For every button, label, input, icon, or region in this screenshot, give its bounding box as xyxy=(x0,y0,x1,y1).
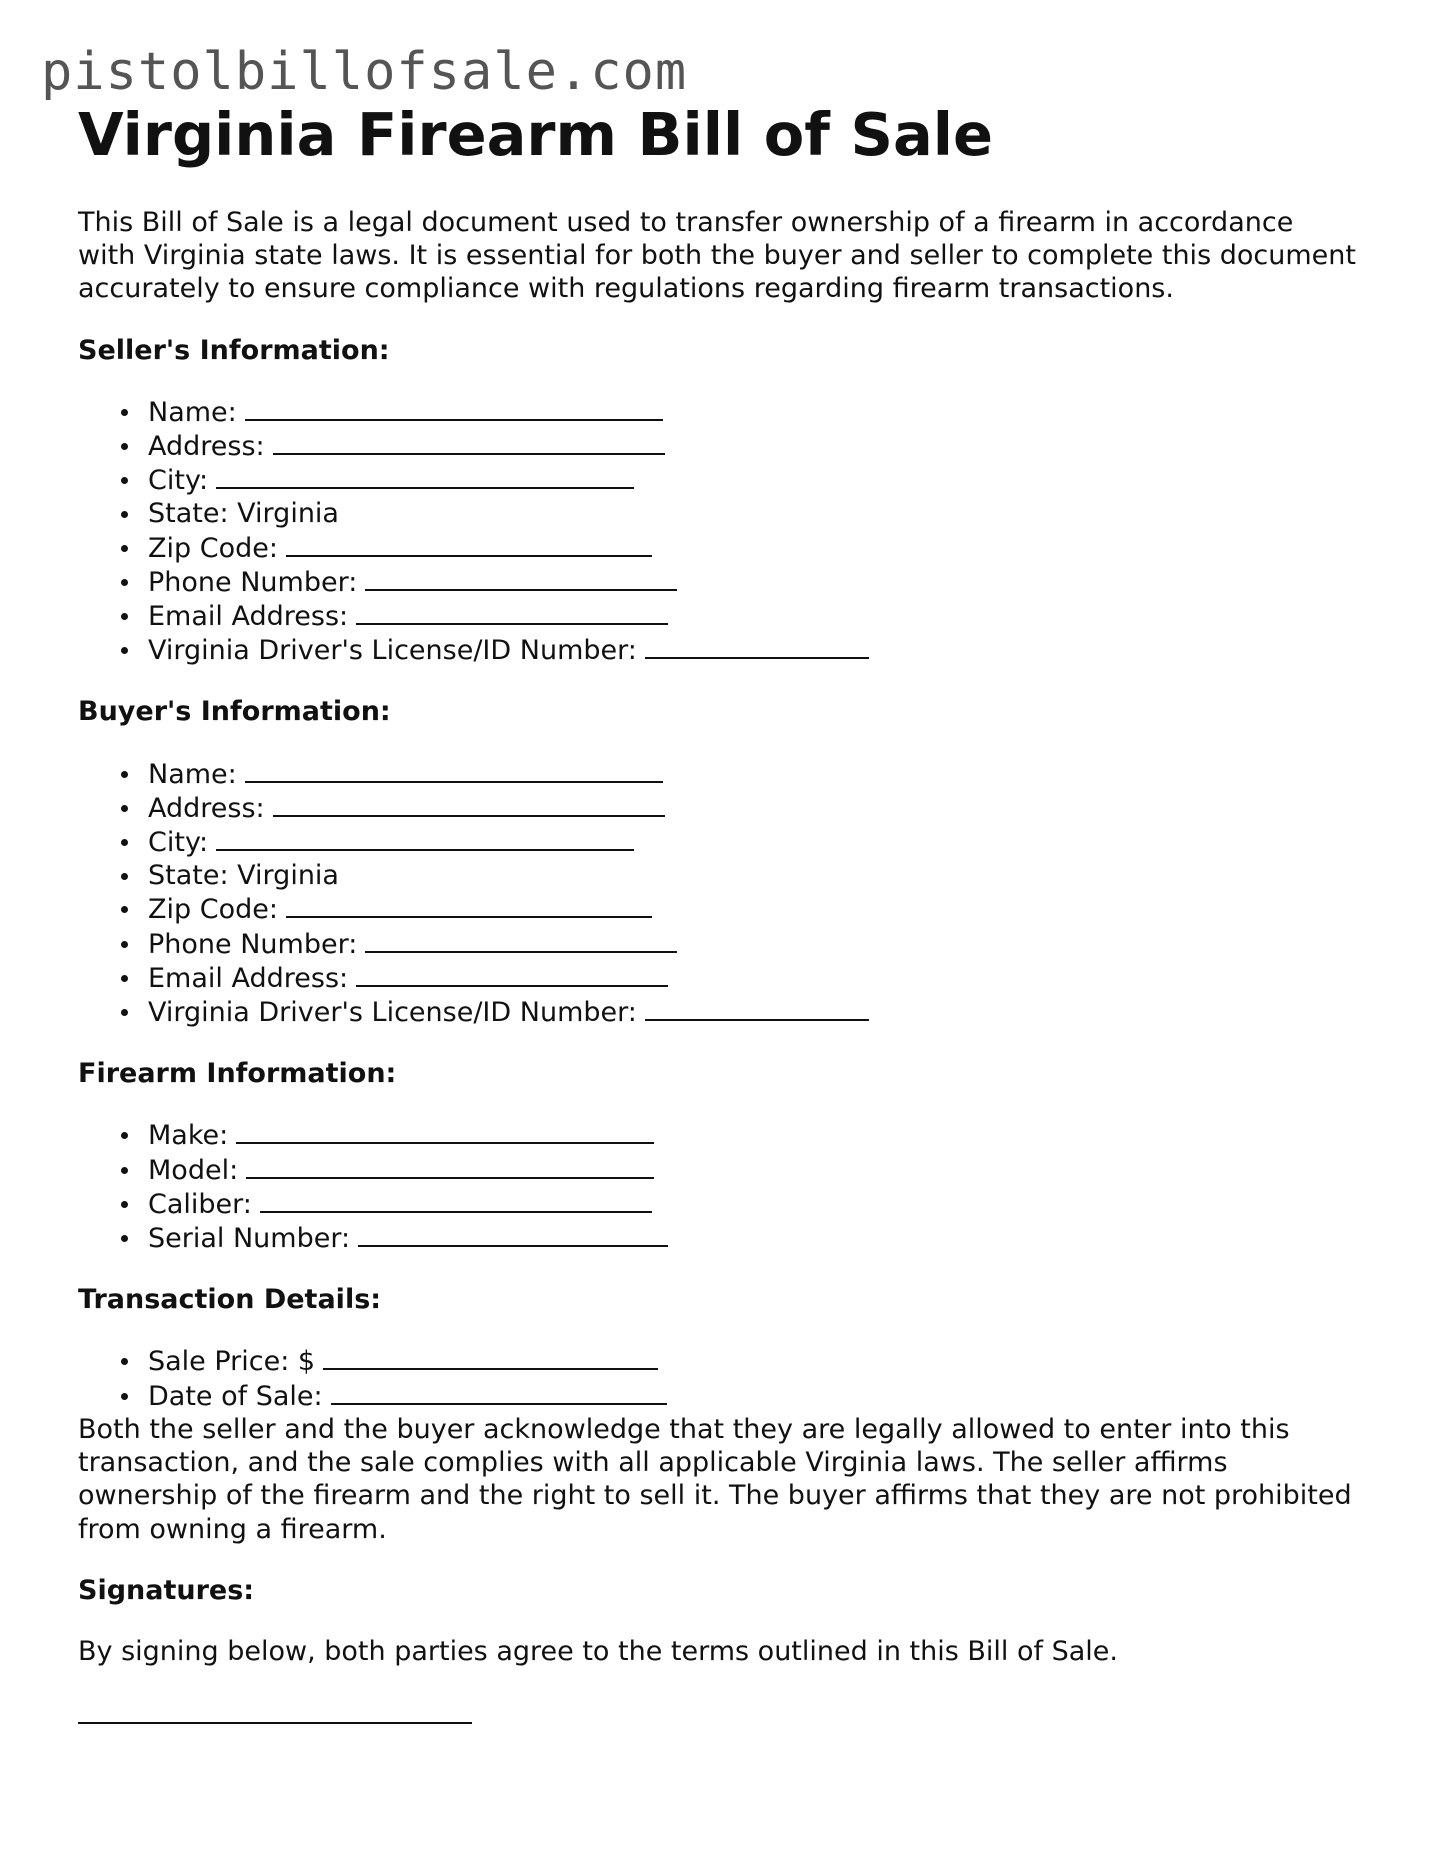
transaction-field-label: Sale Price: $ xyxy=(148,1346,316,1378)
seller-field-item xyxy=(148,429,1358,463)
document-title: Virginia Firearm Bill of Sale xyxy=(78,100,994,169)
buyer-field-label: City: xyxy=(148,827,209,859)
buyer-field-label: Email Address: xyxy=(148,962,349,994)
firearm-field-blank[interactable] xyxy=(260,1187,652,1213)
seller-field-item xyxy=(148,395,1358,429)
transaction-field-label: Date of Sale: xyxy=(148,1380,323,1412)
firearm-field-label: Serial Number: xyxy=(148,1223,351,1255)
firearm-field-label: Caliber: xyxy=(148,1188,252,1220)
seller-field-blank[interactable] xyxy=(356,599,668,625)
seller-field-blank[interactable] xyxy=(245,395,663,421)
transaction-heading: Transaction Details: xyxy=(78,1284,382,1316)
buyer-field-label: Virginia Driver's License/ID Number: xyxy=(148,997,637,1029)
seller-field-item xyxy=(148,531,1358,565)
seller-field-label: Zip Code: xyxy=(148,532,278,564)
buyer-field-blank[interactable] xyxy=(356,961,668,987)
buyer-field-item xyxy=(148,791,1358,825)
buyer-field-blank[interactable] xyxy=(273,791,665,817)
seller-field-label: Virginia Driver's License/ID Number: xyxy=(148,635,637,667)
firearm-heading: Firearm Information: xyxy=(78,1058,397,1090)
signatures-text: By signing below, both parties agree to the terms outlined in this Bill of Sale. xyxy=(78,1635,1118,1667)
acknowledgement-paragraph: Both the seller and the buyer acknowledge that they are legally allowed to enter into this transaction, and the sale complies with all applicable Virginia laws. The seller affirms ownership of the firearm and the right to sell it. The buyer affirms that they are not prohibited from owning a firearm. xyxy=(78,1413,1352,1545)
seller-field-label: City: xyxy=(148,465,209,497)
seller-field-blank[interactable] xyxy=(365,565,677,591)
signature-line[interactable] xyxy=(78,1722,472,1724)
seller-field-blank[interactable] xyxy=(645,633,869,659)
seller-field-value: Virginia xyxy=(237,498,339,530)
buyer-field-value: Virginia xyxy=(237,860,339,892)
seller-field-label: State: xyxy=(148,498,229,530)
seller-field-blank[interactable] xyxy=(273,429,665,455)
seller-field-label: Email Address: xyxy=(148,601,349,633)
seller-field-item xyxy=(148,633,1358,667)
firearm-field-item xyxy=(148,1153,1358,1187)
transaction-field-blank[interactable] xyxy=(323,1344,658,1370)
firearm-field-item xyxy=(148,1187,1358,1221)
buyer-field-label: Name: xyxy=(148,758,237,790)
buyer-field-list xyxy=(78,757,1358,1030)
seller-field-label: Phone Number: xyxy=(148,566,358,598)
signatures-heading: Signatures: xyxy=(78,1574,255,1606)
intro-paragraph: This Bill of Sale is a legal document used to transfer ownership of a firearm in accordance with Virginia state laws. It is essential for both the buyer and seller to complete this document accurately to ensure compliance with regulations regarding firearm transactions. xyxy=(78,207,1356,305)
transaction-field-list xyxy=(78,1344,1358,1412)
buyer-field-label: Address: xyxy=(148,792,265,824)
buyer-field-item xyxy=(148,825,1358,859)
seller-field-label: Name: xyxy=(148,396,237,428)
form-sections xyxy=(78,334,1358,1413)
buyer-field-item xyxy=(148,757,1358,791)
buyer-field-blank[interactable] xyxy=(645,995,869,1021)
seller-field-item xyxy=(148,463,1358,497)
firearm-field-item xyxy=(148,1118,1358,1152)
firearm-field-label: Model: xyxy=(148,1154,239,1186)
buyer-field-item xyxy=(148,995,1358,1029)
seller-field-item xyxy=(148,599,1358,633)
firearm-field-blank[interactable] xyxy=(358,1221,668,1247)
buyer-field-item xyxy=(148,892,1358,926)
seller-field-list xyxy=(78,395,1358,668)
buyer-field-item xyxy=(148,961,1358,995)
firearm-field-blank[interactable] xyxy=(246,1153,654,1179)
transaction-field-item xyxy=(148,1344,1358,1378)
firearm-field-label: Make: xyxy=(148,1120,229,1152)
buyer-field-item xyxy=(148,859,1358,892)
buyer-field-item xyxy=(148,927,1358,961)
seller-field-blank[interactable] xyxy=(216,463,634,489)
transaction-field-item xyxy=(148,1379,1358,1413)
firearm-field-blank[interactable] xyxy=(236,1118,654,1144)
transaction-field-blank[interactable] xyxy=(331,1379,667,1405)
seller-heading: Seller's Information: xyxy=(78,334,390,366)
firearm-field-item xyxy=(148,1221,1358,1255)
document-body xyxy=(78,100,1358,1724)
seller-field-item xyxy=(148,565,1358,599)
buyer-field-blank[interactable] xyxy=(286,892,652,918)
buyer-field-label: State: xyxy=(148,860,229,892)
buyer-field-blank[interactable] xyxy=(245,757,663,783)
seller-field-item xyxy=(148,497,1358,530)
buyer-field-blank[interactable] xyxy=(365,927,677,953)
buyer-field-blank[interactable] xyxy=(216,825,634,851)
buyer-field-label: Zip Code: xyxy=(148,894,278,926)
buyer-heading: Buyer's Information: xyxy=(78,696,391,728)
firearm-field-list xyxy=(78,1118,1358,1255)
seller-field-blank[interactable] xyxy=(286,531,652,557)
watermark: pistolbillofsale.com xyxy=(41,42,688,102)
seller-field-label: Address: xyxy=(148,431,265,463)
buyer-field-label: Phone Number: xyxy=(148,928,358,960)
